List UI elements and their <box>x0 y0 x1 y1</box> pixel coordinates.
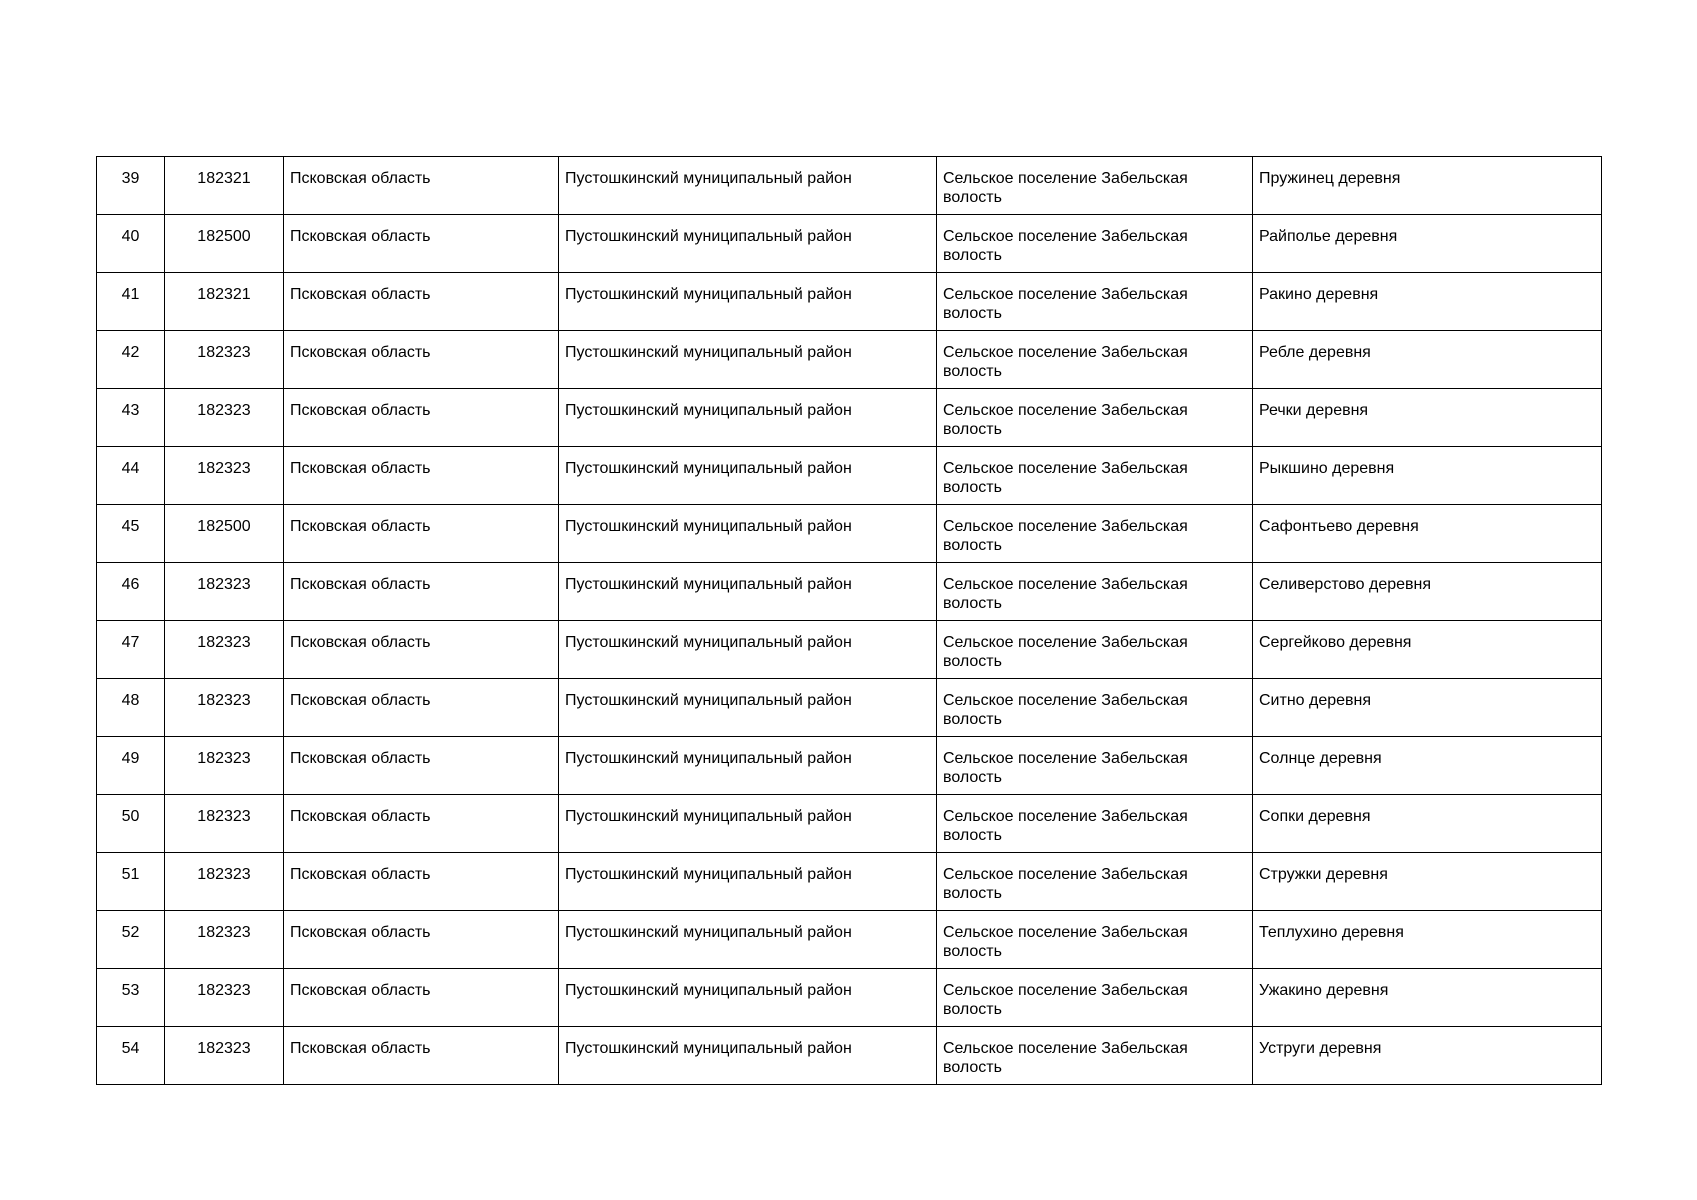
locality-cell: Уструги деревня <box>1253 1027 1602 1085</box>
locality-cell: Райполье деревня <box>1253 215 1602 273</box>
postal-index-cell: 182323 <box>165 795 284 853</box>
region-cell: Псковская область <box>284 273 559 331</box>
table-row <box>97 621 1602 679</box>
locality-cell: Пружинец деревня <box>1253 157 1602 215</box>
postal-index-cell: 182323 <box>165 1027 284 1085</box>
table-row <box>97 737 1602 795</box>
district-cell: Пустошкинский муниципальный район <box>559 911 937 969</box>
table-row <box>97 1027 1602 1085</box>
district-cell: Пустошкинский муниципальный район <box>559 273 937 331</box>
row-number-cell: 54 <box>97 1027 165 1085</box>
row-number-cell: 39 <box>97 157 165 215</box>
table-row <box>97 331 1602 389</box>
settlement-cell: Сельское поселение Забельская волость <box>937 911 1253 969</box>
region-cell: Псковская область <box>284 969 559 1027</box>
region-cell: Псковская область <box>284 795 559 853</box>
table-row <box>97 157 1602 215</box>
settlement-cell: Сельское поселение Забельская волость <box>937 679 1253 737</box>
region-cell: Псковская область <box>284 389 559 447</box>
table-row <box>97 795 1602 853</box>
row-number-cell: 48 <box>97 679 165 737</box>
postal-index-cell: 182323 <box>165 447 284 505</box>
row-number-cell: 51 <box>97 853 165 911</box>
locality-cell: Речки деревня <box>1253 389 1602 447</box>
row-number-cell: 43 <box>97 389 165 447</box>
postal-index-cell: 182323 <box>165 621 284 679</box>
postal-index-cell: 182323 <box>165 737 284 795</box>
district-cell: Пустошкинский муниципальный район <box>559 447 937 505</box>
postal-index-cell: 182321 <box>165 157 284 215</box>
district-cell: Пустошкинский муниципальный район <box>559 969 937 1027</box>
settlement-cell: Сельское поселение Забельская волость <box>937 621 1253 679</box>
district-cell: Пустошкинский муниципальный район <box>559 563 937 621</box>
table-row <box>97 853 1602 911</box>
row-number-cell: 49 <box>97 737 165 795</box>
row-number-cell: 47 <box>97 621 165 679</box>
table-row <box>97 447 1602 505</box>
settlement-cell: Сельское поселение Забельская волость <box>937 331 1253 389</box>
row-number-cell: 50 <box>97 795 165 853</box>
row-number-cell: 46 <box>97 563 165 621</box>
postal-index-cell: 182323 <box>165 969 284 1027</box>
settlement-cell: Сельское поселение Забельская волость <box>937 563 1253 621</box>
settlement-cell: Сельское поселение Забельская волость <box>937 1027 1253 1085</box>
postal-index-cell: 182323 <box>165 911 284 969</box>
district-cell: Пустошкинский муниципальный район <box>559 795 937 853</box>
table-row <box>97 505 1602 563</box>
region-cell: Псковская область <box>284 853 559 911</box>
settlement-cell: Сельское поселение Забельская волость <box>937 273 1253 331</box>
region-cell: Псковская область <box>284 621 559 679</box>
locality-cell: Селиверстово деревня <box>1253 563 1602 621</box>
row-number-cell: 41 <box>97 273 165 331</box>
region-cell: Псковская область <box>284 563 559 621</box>
postal-index-cell: 182321 <box>165 273 284 331</box>
region-cell: Псковская область <box>284 737 559 795</box>
settlement-cell: Сельское поселение Забельская волость <box>937 389 1253 447</box>
region-cell: Псковская область <box>284 911 559 969</box>
locality-cell: Сопки деревня <box>1253 795 1602 853</box>
locality-cell: Ситно деревня <box>1253 679 1602 737</box>
locality-cell: Ракино деревня <box>1253 273 1602 331</box>
settlement-cell: Сельское поселение Забельская волость <box>937 157 1253 215</box>
table-row <box>97 969 1602 1027</box>
row-number-cell: 53 <box>97 969 165 1027</box>
postal-index-cell: 182323 <box>165 389 284 447</box>
district-cell: Пустошкинский муниципальный район <box>559 505 937 563</box>
row-number-cell: 52 <box>97 911 165 969</box>
settlement-cell: Сельское поселение Забельская волость <box>937 505 1253 563</box>
region-cell: Псковская область <box>284 331 559 389</box>
locality-cell: Стружки деревня <box>1253 853 1602 911</box>
region-cell: Псковская область <box>284 679 559 737</box>
district-cell: Пустошкинский муниципальный район <box>559 331 937 389</box>
region-cell: Псковская область <box>284 447 559 505</box>
district-cell: Пустошкинский муниципальный район <box>559 621 937 679</box>
settlements-table <box>96 156 1602 1085</box>
region-cell: Псковская область <box>284 505 559 563</box>
table-row <box>97 563 1602 621</box>
postal-index-cell: 182323 <box>165 331 284 389</box>
locality-cell: Сергейково деревня <box>1253 621 1602 679</box>
region-cell: Псковская область <box>284 215 559 273</box>
district-cell: Пустошкинский муниципальный район <box>559 737 937 795</box>
table-row <box>97 215 1602 273</box>
table-row <box>97 389 1602 447</box>
row-number-cell: 44 <box>97 447 165 505</box>
locality-cell: Солнце деревня <box>1253 737 1602 795</box>
postal-index-cell: 182500 <box>165 505 284 563</box>
district-cell: Пустошкинский муниципальный район <box>559 389 937 447</box>
settlement-cell: Сельское поселение Забельская волость <box>937 853 1253 911</box>
settlement-cell: Сельское поселение Забельская волость <box>937 447 1253 505</box>
row-number-cell: 45 <box>97 505 165 563</box>
postal-index-cell: 182500 <box>165 215 284 273</box>
locality-cell: Ребле деревня <box>1253 331 1602 389</box>
locality-cell: Рыкшино деревня <box>1253 447 1602 505</box>
region-cell: Псковская область <box>284 1027 559 1085</box>
region-cell: Псковская область <box>284 157 559 215</box>
table-row <box>97 273 1602 331</box>
postal-index-cell: 182323 <box>165 563 284 621</box>
locality-cell: Сафонтьево деревня <box>1253 505 1602 563</box>
settlement-cell: Сельское поселение Забельская волость <box>937 795 1253 853</box>
table-row <box>97 911 1602 969</box>
table-row <box>97 679 1602 737</box>
postal-index-cell: 182323 <box>165 679 284 737</box>
table-body <box>97 157 1602 1085</box>
district-cell: Пустошкинский муниципальный район <box>559 853 937 911</box>
locality-cell: Ужакино деревня <box>1253 969 1602 1027</box>
row-number-cell: 40 <box>97 215 165 273</box>
settlement-cell: Сельское поселение Забельская волость <box>937 969 1253 1027</box>
district-cell: Пустошкинский муниципальный район <box>559 157 937 215</box>
district-cell: Пустошкинский муниципальный район <box>559 1027 937 1085</box>
settlement-cell: Сельское поселение Забельская волость <box>937 737 1253 795</box>
settlement-cell: Сельское поселение Забельская волость <box>937 215 1253 273</box>
district-cell: Пустошкинский муниципальный район <box>559 215 937 273</box>
postal-index-cell: 182323 <box>165 853 284 911</box>
row-number-cell: 42 <box>97 331 165 389</box>
district-cell: Пустошкинский муниципальный район <box>559 679 937 737</box>
locality-cell: Теплухино деревня <box>1253 911 1602 969</box>
